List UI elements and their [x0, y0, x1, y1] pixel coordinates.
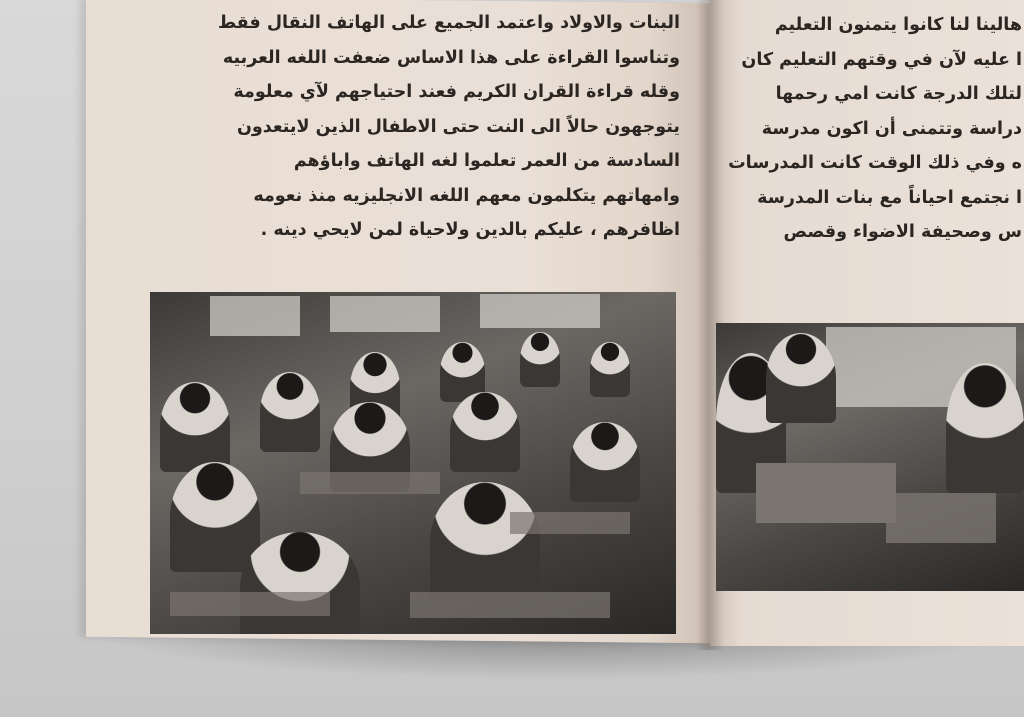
text-line: هالينا لنا كانوا يتمنون التعليم	[774, 15, 1022, 35]
classroom-photo-left	[150, 292, 676, 634]
text-line: وقله قراءة القران الكريم فعند احتياجهم لآي معلومة	[233, 82, 680, 102]
text-line: يتوجهون حالاً الى النت حتى الاطفال الذين لايتعدون	[236, 116, 680, 137]
text-line: ا عليه لآن في وقتهم التعليم كان	[741, 49, 1022, 70]
text-line: البنات والاولاد واعتمد الجميع على الهاتف النقال فقط	[217, 13, 680, 33]
text-line: وتناسوا القراءة على هذا الاساس ضعفت اللغه العربيه	[222, 47, 680, 68]
text-line: دراسة وتتمنى أن اكون مدرسة	[761, 118, 1022, 139]
text-line: السادسة من العمر تعلموا لغه الهاتف واباؤهم	[293, 151, 680, 171]
text-line: لتلك الدرجة كانت امي رحمها	[775, 84, 1022, 104]
text-line: س وصحيفة الاضواء وقصص	[783, 222, 1022, 242]
text-line: ا نجتمع احياناً مع بنات المدرسة	[757, 187, 1022, 208]
text-line: ه وفي ذلك الوقت كانت المدرسات	[728, 153, 1022, 173]
text-line: اظافرهم ، عليكم بالدين ولاحياة لمن لايحي دينه .	[260, 220, 680, 240]
text-line: وامهاتهم يتكلمون معهم اللغه الانجليزيه منذ نعومه	[253, 185, 680, 206]
right-page-text	[722, 8, 1022, 250]
left-page-text	[160, 6, 680, 248]
classroom-photo-right	[716, 323, 1024, 591]
